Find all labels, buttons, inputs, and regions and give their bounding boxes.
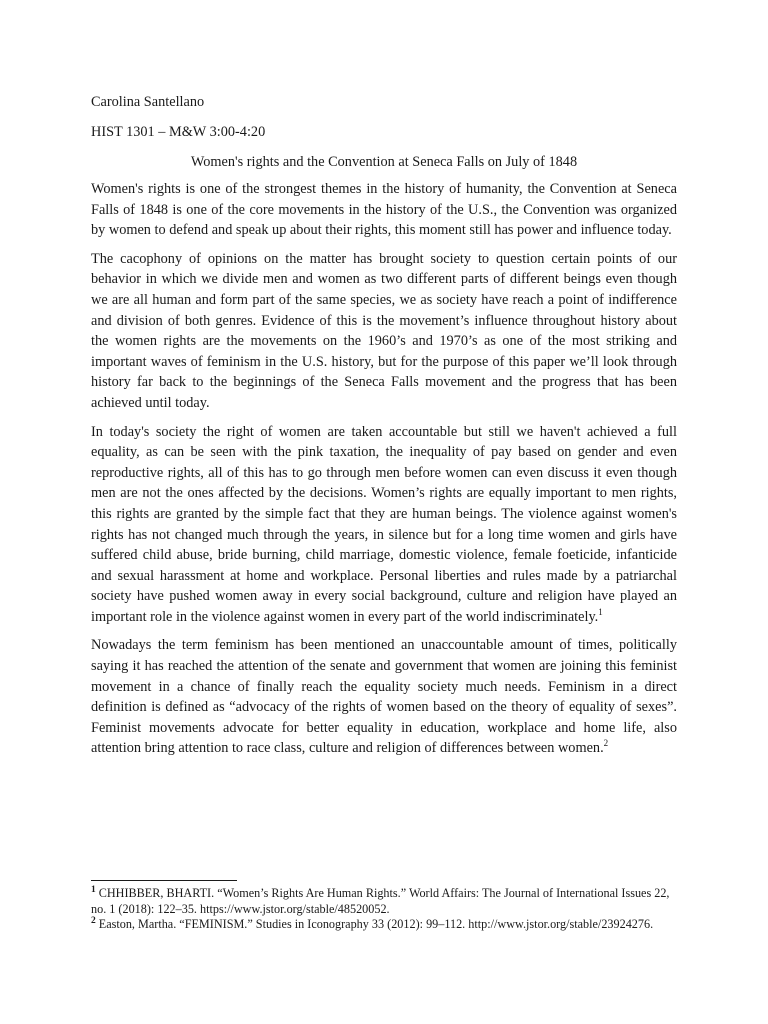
- paragraph-text: The cacophony of opinions on the matter has brought society to question certain points of our behavior in which we divide men and women as two different parts of different beings even though we are all human and form part of the same species, we as society have reach a point of indifference and division of both genres. Evidence of this is the movement’s influence throughout history about the women rights are the movements on the 1960’s and 1970’s as one of the most striking and important waves of feminism in the U.S. history, but for the purpose of this paper we’ll look through history far back to the beginnings of the Seneca Falls movement and the progress that has been achieved until today.: [91, 250, 677, 411]
- paragraph: [91, 635, 677, 759]
- footnote-text: CHHIBBER, BHARTI. “Women’s Rights Are Human Rights.” World Affairs: The Journal of International Issues 22, no. 1 (2018): 122–35. https://www.jstor.org/stable/48520052.: [91, 886, 670, 916]
- footnotes: [91, 880, 677, 933]
- author-name: Carolina Santellano: [91, 94, 205, 110]
- footnote-number: 1: [91, 884, 96, 895]
- footnote-reference[interactable]: 2: [603, 738, 609, 749]
- paragraph: [91, 249, 677, 414]
- footnote-text: Easton, Martha. “FEMINISM.” Studies in Iconography 33 (2012): 99–112. http://www.jstor.org/stable/23924276.: [98, 917, 654, 931]
- essay-title: Women's rights and the Convention at Seneca Falls on July of 1848: [190, 154, 578, 170]
- footnote-number: 2: [91, 915, 96, 926]
- footnote: [91, 886, 677, 917]
- paragraph-text: Women's rights is one of the strongest themes in the history of humanity, the Convention at Seneca Falls of 1848 is one of the core movements in the history of the U.S., the Convention was organized by women to defend and speak up about their rights, this moment still has power and influence today.: [91, 181, 677, 239]
- footnote: [91, 917, 677, 933]
- footnote-reference[interactable]: 1: [598, 607, 603, 618]
- paragraph: [91, 179, 677, 241]
- document-body: [91, 92, 677, 759]
- footnote-separator: [91, 880, 237, 881]
- paragraph: [91, 422, 677, 628]
- paragraph-text: Nowadays the term feminism has been mentioned an unaccountable amount of times, politically saying it has reached the attention of the senate and government that women are joining this feminist movement in a chance of finally reach the equality society much needs. Feminism in a direct definition is defined as “advocacy of the rights of women based on the theory of equality of sexes”. Feminist movements advocate for better equality in education, workplace and home life, also attention bring attention to race class, culture and religion of differences between women.: [91, 637, 677, 757]
- course-info: HIST 1301 – M&W 3:00-4:20: [91, 124, 266, 140]
- paragraph-text: In today's society the right of women are taken accountable but still we haven't achieved a full equality, as can be seen with the pink taxation, the inequality of pay based on gender and even reproductive rights, all of this has to go through men before women can even discuss it even though men are not the ones affected by the decisions. Women’s rights are equally important to men rights, this rights are granted by the simple fact that they are human beings. The violence against women's rights has not changed much through the years, in silence but for a long time women and girls have suffered child abuse, bride burning, child marriage, domestic violence, female foeticide, infanticide and sexual harassment at home and workplace. Personal liberties and rules made by a patriarchal society have pushed women away in every social background, culture and religion have played an important role in the violence against women in every part of the world indiscriminately.: [91, 423, 677, 625]
